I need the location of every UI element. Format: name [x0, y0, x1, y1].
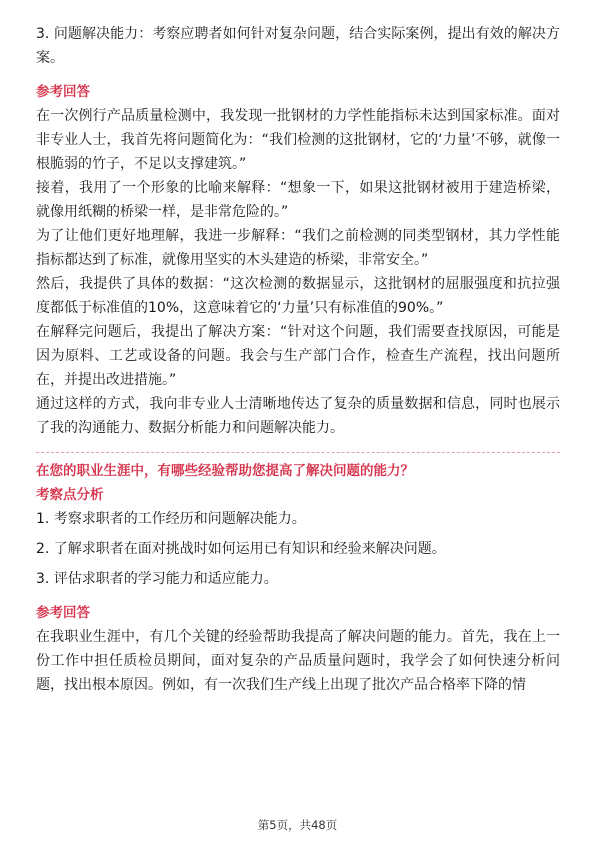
reference-answer-heading: 参考回答 — [36, 605, 90, 621]
analysis-heading: 考察点分析 — [36, 487, 104, 503]
section-divider — [36, 452, 560, 453]
answer-paragraph: 接着，我用了一个形象的比喻来解释：“想象一下，如果这批钢材被用于建造桥梁，就像用纸糊的桥梁一样，是非常危险的。” — [36, 180, 560, 220]
answer-paragraph: 在一次例行产品质量检测中，我发现一批钢材的力学性能指标未达到国家标准。面对非专业人士，我首先将问题简化为：“我们检测的这批钢材，它的‘力量’不够，就像一根脆弱的竹子，不足以支撑建筑。” — [36, 108, 560, 172]
answer-paragraph: 然后，我提供了具体的数据：“这次检测的数据显示，这批钢材的屈服强度和抗拉强度都低于标准值的10%，这意味着它的‘力量’只有标准值的90%。” — [36, 276, 560, 316]
analysis-item: 3. 评估求职者的学习能力和适应能力。 — [36, 571, 278, 587]
analysis-item: 1. 考察求职者的工作经历和问题解决能力。 — [36, 511, 306, 527]
document-page — [36, 22, 560, 697]
analysis-item: 2. 了解求职者在面对挑战时如何运用已有知识和经验来解决问题。 — [36, 541, 446, 557]
question-3-item: 3. 问题解决能力：考察应聘者如何针对复杂问题，结合实际案例，提出有效的解决方案。 — [36, 26, 560, 66]
answer-paragraph: 在解释完问题后，我提出了解决方案：“针对这个问题，我们需要查找原因，可能是因为原料、工艺或设备的问题。我会与生产部门合作，检查生产流程，找出问题所在，并提出改进措施。” — [36, 324, 560, 388]
reference-answer-heading: 参考回答 — [36, 84, 90, 100]
answer-paragraph: 在我职业生涯中，有几个关键的经验帮助我提高了解决问题的能力。首先，我在上一份工作中担任质检员期间，面对复杂的产品质量问题时，我学会了如何快速分析问题，找出根本原因。例如，有一次我们生产线上出现了批次产品合格率下降的情 — [36, 629, 560, 693]
answer-paragraph: 为了让他们更好地理解，我进一步解释：“我们之前检测的同类型钢材，其力学性能指标都达到了标准，就像用坚实的木头建造的桥梁，非常安全。” — [36, 228, 560, 268]
answer-paragraph: 通过这样的方式，我向非专业人士清晰地传达了复杂的质量数据和信息，同时也展示了我的沟通能力、数据分析能力和问题解决能力。 — [36, 396, 560, 436]
question-title: 在您的职业生涯中，有哪些经验帮助您提高了解决问题的能力？ — [36, 463, 414, 479]
page-number: 第5页，共48页 — [257, 818, 338, 832]
